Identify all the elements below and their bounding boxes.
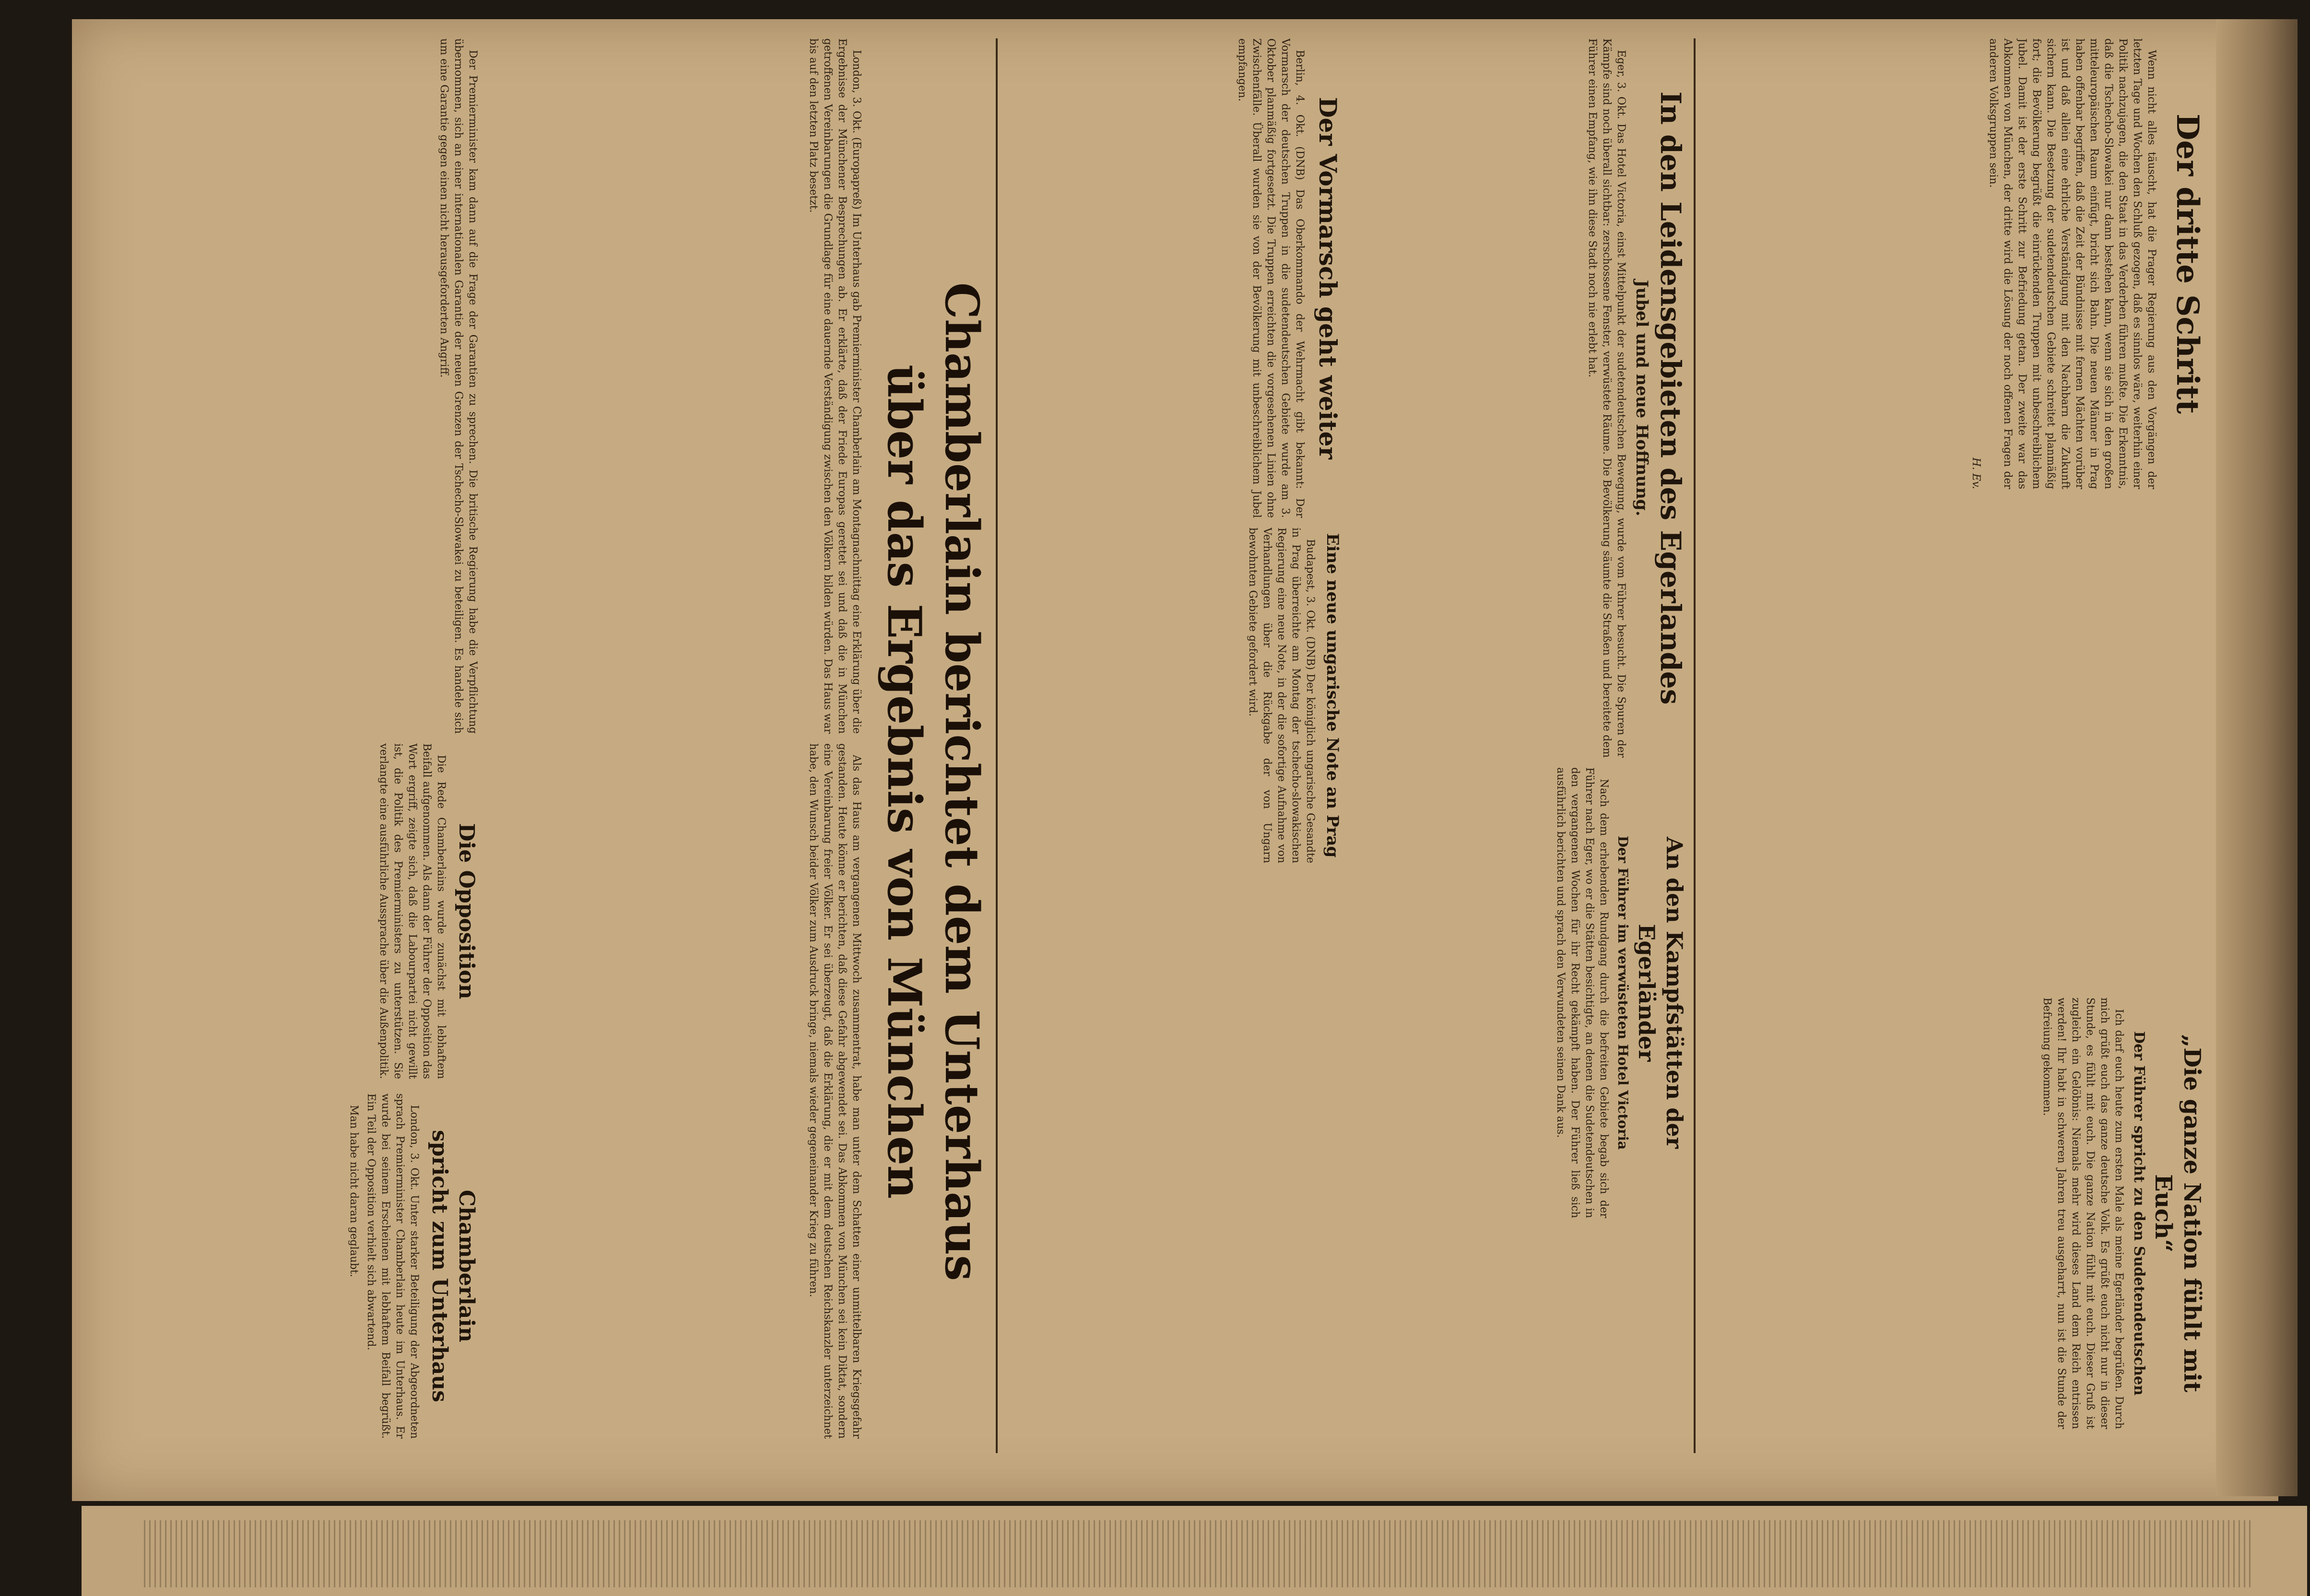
- headline-chamberlain-spricht-1: Chamberlain: [454, 1190, 479, 1342]
- headline-dritte-schritt: Der dritte Schritt: [2169, 114, 2205, 414]
- column-chamberlain-lead: [489, 38, 863, 734]
- headline-ungarn: Eine neue ungarische Note an Prag: [1323, 533, 1342, 858]
- column-dritte-schritt: [1703, 38, 2206, 489]
- signature: H. Ev.: [1970, 457, 1982, 489]
- text-block: Eger, 3. Okt. Das Hotel Victoria, einst Mittelpunkt der sudetendeutschen Bewegung, wurde vom Führer besucht. Die Spuren der Kämpfe sind noch überall sichtbar: zerschossene Fenster, verwüstete Räume. Die Bevölkerung säumte die Straßen und bereitete dem Führer einen Empfang, wie ihn diese Stadt noch nie erlebt hat.: [1586, 38, 1627, 758]
- article-chamberlain-body: [806, 743, 863, 1439]
- column-vormarsch: [1007, 38, 1343, 518]
- page-edge: [2216, 19, 2298, 1496]
- article-ungarn-body: [1245, 528, 1317, 863]
- article-chamberlain-lead: [806, 38, 863, 734]
- text-block: London, 3. Okt. Unter starker Beteiligung der Abgeordneten sprach Premierminister Chamberlain heute im Unterhaus. Er wurde bei seinem Erscheinen mit lebhaftem Beifall begrüßt. Ein Teil der Opposition verhielt sich abwartend.: [365, 1093, 420, 1439]
- column-leidensgebieten: [1353, 38, 1688, 758]
- headline-chamberlain-line2: über das Ergebnis von München: [877, 364, 931, 1199]
- text-block: Wenn nicht alles täuscht, hat die Prager Regierung aus den Vorgängen der letzten Tage und Wochen den Schluß gezogen, daß es sinnlos wäre, weiterhin einer Politik nachzujagen, die den Staat in das Verderben führen mußte. Die Erkenntnis, daß die Tschecho-Slowakei nur dann bestehen kann, wenn sie sich in den großen mitteleuropäischen Raum einfügt, bricht sich Bahn. Die neuen Männer in Prag haben offenbar begriffen, daß die Zeit der Bündnisse mit fernen Mächten vorüber ist und daß allein eine ehrliche Verständigung mit den Nachbarn die Zukunft sichern kann. Die Besetzung der sudetendeutschen Gebiete schreitet planmäßig fort; die Bevölkerung begrüßt die einrückenden Truppen mit unbeschreiblichem Jubel. Damit ist der erste Schritt zur Befriedung getan. Der zweite war das Abkommen von München, der dritte wird die Lösung der noch offenen Fragen der anderen Volksgruppen sein.: [1987, 38, 2157, 489]
- article-nation-body: [2039, 998, 2126, 1429]
- text-block: London, 3. Okt. (Europapreß) Im Unterhaus gab Premierminister Chamberlain am Montagnachmittag eine Erklärung über die Ergebnisse der Münchener Besprechungen ab. Er erklärte, daß der Friede Europas gerettet sei und daß die in München getroffenen Vereinbarungen die Grundlage für eine dauernde Verständigung zwischen den Völkern bilden würden. Das Haus war bis auf den letzten Platz besetzt.: [807, 38, 862, 734]
- text-block: Die Rede Chamberlains wurde zunächst mit lebhaftem Beifall aufgenommen. Als dann der Führer der Opposition das Wort ergriff, zeigte sich, daß die Labourpartei nicht gewillt ist, die Politik des Premierministers zu unterstützen. Sie verlangte eine ausführliche Aussprache über die Außenpolitik.: [377, 743, 447, 1079]
- headline-kampfstaetten: An den Kampfstätten der Egerländer: [1634, 836, 1687, 1149]
- text-block: Ich darf euch heute zum ersten Male als meine Egerländer begrüßen. Durch mich grüßt euch das ganze deutsche Volk. Es grüßt euch nicht nur in dieser Stunde, es fühlt mit euch. Die ganze Nation fühlt mit euch. Dieser Gruß ist zugleich ein Gelöbnis: Niemals mehr wird dieses Land dem Reich entrissen werden! Ihr habt in schweren Jahren treu ausgeharrt, nun ist die Stunde der Befreiung gekommen.: [2041, 998, 2125, 1429]
- article-kampfstaetten-body: [1553, 767, 1611, 1218]
- column-rule: [1694, 38, 1696, 1453]
- article-chamberlain-body2: [436, 38, 480, 734]
- text-block: Berlin, 4. Okt. (DNB) Das Oberkommando der Wehrmacht gibt bekannt: Der Vormarsch der deutschen Truppen in die sudetendeutschen Gebiete wurde am 3. Oktober planmäßig fortgesetzt. Die Truppen erreichten die vorgesehenen Linien ohne Zwischenfälle. Überall wurden sie von der Bevölkerung mit unbeschreiblichem Jubel empfangen.: [1236, 38, 1306, 518]
- column-chamberlain-body: [489, 743, 863, 1439]
- article-vormarsch-body: [1235, 38, 1307, 518]
- column-kampfstaetten: [1353, 767, 1688, 1218]
- headline-nation: „Die ganze Nation fühlt mit Euch“: [2150, 1034, 2205, 1393]
- column-nation: [1703, 998, 2206, 1429]
- subheadline-nation: Der Führer spricht zu den Sudetendeutschen: [2131, 1031, 2147, 1396]
- article-egerland-body: [1585, 38, 1628, 758]
- column-chamberlain-body2: [96, 38, 480, 734]
- subheadline-leidensgebieten: Jubel und neue Hoffnung.: [1632, 280, 1651, 516]
- article-opposition-body: [376, 743, 448, 1079]
- article-spricht-body: [346, 1093, 421, 1439]
- column-spricht: [96, 1093, 480, 1439]
- headline-chamberlain-line1: Chamberlain berichtet dem Unterhaus: [935, 282, 989, 1281]
- rotated-content: [67, 38, 2206, 1467]
- headline-chamberlain-spricht-2: spricht zum Unterhaus: [427, 1130, 452, 1402]
- text-block: Budapest, 3. Okt. (DNB) Der königlich ungarische Gesandte in Prag überreichte am Montag der tschecho-slowakischen Regierung eine neue Note, in der die sofortige Aufnahme von Verhandlungen über die Rückgabe der von Ungarn bewohnten Gebiete gefordert wird.: [1247, 528, 1316, 863]
- headline-opposition: Die Opposition: [454, 823, 479, 999]
- next-page-text-texture: [144, 1520, 2254, 1587]
- text-block: Nach dem erhebenden Rundgang durch die befreiten Gebiete begab sich der Führer nach Eger, wo er die Stätten besichtigte, an denen die Sudetendeutschen in den vergangenen Wochen für ihr Recht gekämpft haben. Der Führer ließ sich ausführlich berichten und sprach den Verwundeten seinen Dank aus.: [1555, 767, 1610, 1218]
- closing-line: Man habe nicht daran geglaubt.: [348, 1105, 360, 1278]
- subheadline-kampfstaetten: Der Führer im verwüsteten Hotel Victoria: [1615, 835, 1631, 1150]
- article-dritte-schritt-body: [1986, 38, 2158, 489]
- text-block: Als das Haus am vergangenen Mittwoch zusammentrat, habe man unter dem Schatten einer unmittelbaren Kriegsgefahr gestanden. Heute könne er berichten, daß diese Gefahr abgewendet sei. Das Abkommen von München sei kein Diktat, sondern eine Vereinbarung freier Völker. Er sei überzeugt, daß die Erklärung, die er mit dem deutschen Reichskanzler unterzeichnet habe, den Wunsch beider Völker zum Ausdruck bringe, niemals wieder gegeneinander Krieg zu führen.: [807, 743, 862, 1439]
- headline-leidensgebieten: In den Leidensgebieten des Egerlandes: [1654, 91, 1687, 705]
- column-ungarn: [1007, 528, 1343, 863]
- headline-vormarsch: Der Vormarsch geht weiter: [1314, 97, 1342, 459]
- column-opposition: [96, 743, 480, 1079]
- column-rule: [996, 38, 998, 1453]
- text-block: Der Premierminister kam dann auf die Frage der Garantien zu sprechen. Die britische Regierung habe die Verpflichtung übernommen, sich an einer internationalen Garantie der neuen Grenzen der Tschecho-Slowakei zu beteiligen. Es handele sich um eine Garantie gegen einen nicht herausgeforderten Angriff.: [438, 38, 479, 734]
